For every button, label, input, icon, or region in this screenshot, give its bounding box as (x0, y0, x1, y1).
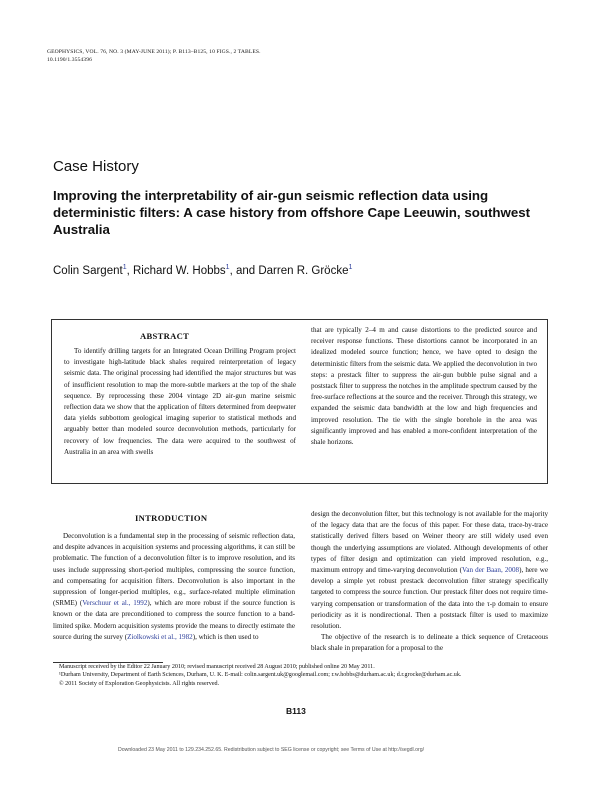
journal-header (47, 49, 447, 64)
body-text: ), which is then used to (192, 632, 259, 641)
footnotes (53, 663, 548, 688)
body-paragraph: The objective of the research is to delineate a thick sequence of Cretaceous black shale in preparation for a proposal to the (311, 633, 548, 653)
author-name: Richard W. Hobbs (132, 264, 226, 277)
section-label: Case History (53, 158, 139, 175)
citation-link[interactable]: Verschuur et al., 1992 (82, 599, 148, 608)
citation-link[interactable]: Ziolkowski et al., 1982 (127, 632, 193, 641)
paper-title: Improving the interpretability of air-gun seismic reflection data using deterministic filters: A case history from offshore Cape Leeuwin, southwest Australia (53, 188, 531, 237)
author-separator: , (126, 264, 133, 277)
introduction-heading: INTRODUCTION (135, 513, 208, 523)
author-list (53, 264, 352, 277)
abstract-heading: ABSTRACT (140, 331, 190, 341)
journal-citation: GEOPHYSICS, VOL. 76, NO. 3 (MAY-JUNE 2011); P. B113–B125, 10 FIGS., 2 TABLES. (47, 49, 261, 55)
received-note: Manuscript received by the Editor 22 January 2010; revised manuscript received 28 August 2010; published online 20 May 2011. (59, 664, 375, 670)
copyright-note: © 2011 Society of Exploration Geophysicists. All rights reserved. (59, 680, 220, 687)
author-name: Darren R. Gröcke (258, 264, 349, 277)
doi: 10.1190/1.3554396 (47, 56, 92, 63)
body-text: Deconvolution is a fundamental step in the processing of seismic reflection data, and despite advances in acquisition systems and processing algorithms, it can still be problematic. The function of a deconvolution filter is to improve resolution, and its uses include suppressing short-period multiples, compressing the source function, and compensating for acquisition filters. Deconvolution is also important in the suppression of longer-period multiples, e.g., surface-related multiple elimination (SRME) ( (53, 532, 295, 608)
author-affiliation-link[interactable]: 1 (348, 264, 353, 271)
author-affiliation-link[interactable]: 1 (122, 264, 127, 271)
abstract-text-right: that are typically 2–4 m and cause distortions to the predicted source and receiver response functions. These distortions cannot be incorporated in an idealized modeled source function; hence, we have opted to design the deterministic filters from the seismic data. We applied the deconvolution in two steps: a prestack filter to suppress the air-gun bubble pulse signal and a poststack filter to suppress the notches in the amplitude spectrum caused by the free-surface reflections at the source and the receiver. Through this strategy, we expanded the seismic data bandwidth at the low and high frequencies and improved resolution. The tie with the single borehole in the area was significantly improved and has enabled a more-confident interpretation of the shale horizons. (311, 326, 537, 447)
author-affiliation-link[interactable]: 1 (225, 264, 230, 271)
author-separator: , and (229, 264, 259, 277)
citation-link[interactable]: Van der Baan, 2008 (462, 566, 520, 575)
page-number: B113 (286, 706, 306, 716)
body-text: design the deconvolution filter, but this technology is not available for the majority of the legacy data that are the focus of this paper. For these data, trace-by-trace statistically derived filters based on Weiner theory are still widely used even though the underlying assumptions are violated. Although developments of other types of filter design and optimization can yield improved resolution, e.g., maximum entropy and time-varying deconvolution ( (311, 510, 548, 575)
body-text: ), which are more robust if the source function is known or the data are preconditioned to compress the source function to a band-limited spike. Modern acquisition systems provide the means to directly estimate the source during the survey ( (53, 599, 295, 641)
introduction-text-right (311, 509, 548, 655)
body-text: ), here we develop a simple yet robust prestack deconvolution filter strategy specifically targeted to compress the source function. Our prestack filter does not require time-varying compensation or transformation of the data into the τ-p domain to ensure periodicity as it is nondirectional. Then a poststack filter is used to maximize resolution. (311, 566, 548, 631)
abstract-text-left: To identify drilling targets for an Integrated Ocean Drilling Program project to investigate high-latitude black shales required reinterpretation of legacy seismic data. The original processing had identified the major structures but was of insufficient resolution to map the more-subtle markers at the top of the shale sequence. By reprocessing these 2004 vintage 2D air-gun marine seismic reflection data we show that the application of filters determined from deepwater data yields subbottom geological imaging superior to statistical methods and arguably better than modeled source deconvolution methods, particularly for recovery of low frequencies. The data were acquired to the southwest of Australia in an area with swells (64, 347, 296, 456)
body-paragraph (311, 509, 548, 632)
author-name: Colin Sargent (53, 264, 123, 277)
affiliation-note: ¹Durham University, Department of Earth Sciences, Durham, U. K. E-mail: colin.sargent.uk@googlemail.com; r.w.hobbs@durham.ac.uk; d.r.grocke@durham.ac.uk. (59, 672, 462, 679)
introduction-text-left (53, 531, 295, 643)
download-notice: Downloaded 23 May 2011 to 129.234.252.65. Redistribution subject to SEG license or copyright; see Terms of Use at http://segdl.org/ (118, 747, 425, 753)
